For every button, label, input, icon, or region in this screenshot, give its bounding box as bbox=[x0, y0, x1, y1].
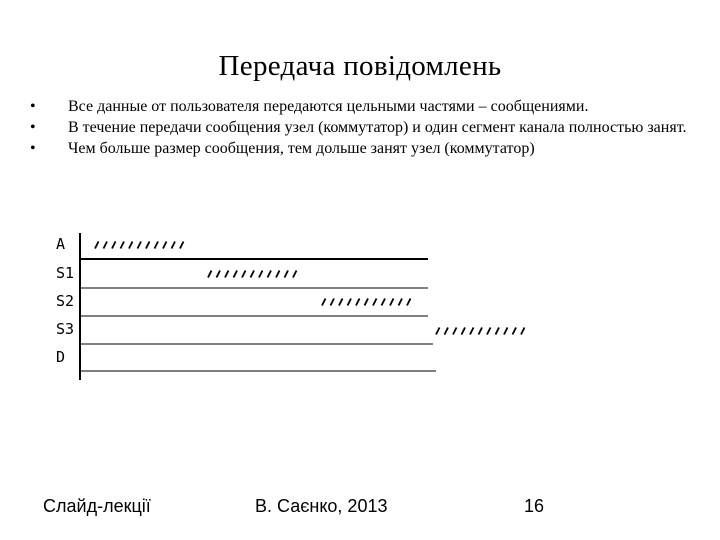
bullet-dot: • bbox=[30, 140, 36, 157]
hatch-mark bbox=[445, 328, 449, 335]
hatch-mark bbox=[521, 328, 525, 335]
hatch-mark bbox=[407, 299, 411, 306]
hatch-mark bbox=[268, 271, 272, 278]
hatch-mark bbox=[180, 242, 184, 249]
hatch-mark bbox=[399, 299, 403, 306]
hatch-mark bbox=[138, 242, 142, 249]
slide-title: Передача повідомлень bbox=[218, 50, 502, 82]
hatch-mark bbox=[95, 242, 99, 249]
node-label-s3: S3 bbox=[56, 320, 75, 338]
message-block-a-s1 bbox=[95, 242, 184, 249]
hatch-mark bbox=[251, 271, 255, 278]
footer-author: В. Саєнко, 2013 bbox=[255, 496, 388, 516]
hatch-mark bbox=[146, 242, 150, 249]
hatch-mark bbox=[339, 299, 343, 306]
hatch-mark bbox=[129, 242, 133, 249]
node-label-a: A bbox=[56, 235, 66, 253]
hatch-mark bbox=[285, 271, 289, 278]
hatch-mark bbox=[462, 328, 466, 335]
message-block-s2-s3 bbox=[322, 299, 411, 306]
hatch-mark bbox=[121, 242, 125, 249]
hatch-mark bbox=[453, 328, 457, 335]
hatch-mark bbox=[513, 328, 517, 335]
hatch-mark bbox=[496, 328, 500, 335]
hatch-mark bbox=[234, 271, 238, 278]
footer-source: Слайд-лекції bbox=[43, 496, 151, 516]
hatch-mark bbox=[172, 242, 176, 249]
hatch-mark bbox=[112, 242, 116, 249]
hatch-mark bbox=[479, 328, 483, 335]
hatch-mark bbox=[217, 271, 221, 278]
hatch-mark bbox=[208, 271, 212, 278]
hatch-mark bbox=[390, 299, 394, 306]
hatch-mark bbox=[356, 299, 360, 306]
hatch-mark bbox=[331, 299, 335, 306]
hatch-mark bbox=[259, 271, 263, 278]
hatch-mark bbox=[225, 271, 229, 278]
hatch-mark bbox=[104, 242, 108, 249]
hatch-mark bbox=[365, 299, 369, 306]
hatch-mark bbox=[487, 328, 491, 335]
message-block-s3-d bbox=[436, 328, 525, 335]
footer-page-number: 16 bbox=[524, 496, 545, 516]
node-label-s1: S1 bbox=[56, 264, 75, 282]
bullet-dot: • bbox=[30, 119, 36, 136]
message-block-s1-s2 bbox=[208, 271, 297, 278]
hatch-mark bbox=[155, 242, 159, 249]
bullet-text: В течение передачи сообщения узел (коммутатор) и один сегмент канала полностью занят. bbox=[68, 119, 687, 136]
hatch-mark bbox=[373, 299, 377, 306]
hatch-mark bbox=[163, 242, 167, 249]
node-label-d: D bbox=[56, 348, 66, 366]
bullet-dot: • bbox=[30, 98, 36, 115]
hatch-mark bbox=[242, 271, 246, 278]
node-label-s2: S2 bbox=[56, 292, 75, 310]
hatch-mark bbox=[293, 271, 297, 278]
hatch-mark bbox=[382, 299, 386, 306]
hatch-mark bbox=[436, 328, 440, 335]
hatch-mark bbox=[348, 299, 352, 306]
hatch-mark bbox=[470, 328, 474, 335]
bullet-text: Чем больше размер сообщения, тем дольше занят узел (коммутатор) bbox=[68, 140, 535, 157]
hatch-mark bbox=[504, 328, 508, 335]
hatch-mark bbox=[322, 299, 326, 306]
bullet-text: Все данные от пользователя передаются цельными частями – сообщениями. bbox=[68, 98, 589, 115]
hatch-mark bbox=[276, 271, 280, 278]
